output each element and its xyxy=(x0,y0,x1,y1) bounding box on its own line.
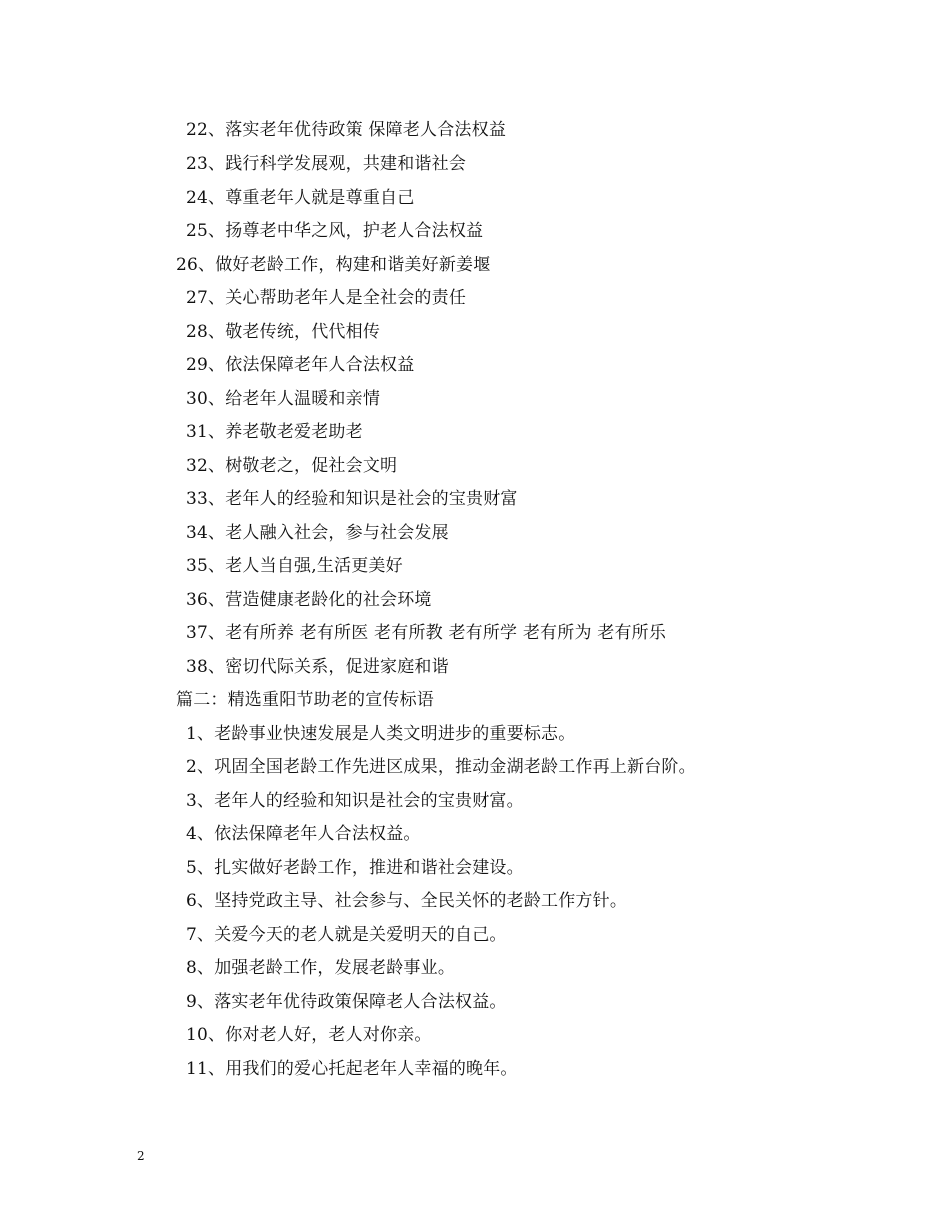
slogan-31: 31、养老敬老爱老助老 xyxy=(186,422,363,442)
slogan-26: 26、做好老龄工作，构建和谐美好新姜堰 xyxy=(176,255,491,275)
slogan-33: 33、老年人的经验和知识是社会的宝贵财富 xyxy=(186,489,518,509)
slogan-item: 4、依法保障老年人合法权益。 xyxy=(186,824,421,844)
slogan-item: 6、坚持党政主导、社会参与、全民关怀的老龄工作方针。 xyxy=(186,891,628,911)
slogan-item: 2、巩固全国老龄工作先进区成果，推动金湖老龄工作再上新台阶。 xyxy=(186,757,696,777)
slogan-item: 10、你对老人好，老人对你亲。 xyxy=(186,1025,432,1045)
slogan-36: 36、营造健康老龄化的社会环境 xyxy=(186,590,432,610)
slogan-27: 27、关心帮助老年人是全社会的责任 xyxy=(186,288,467,308)
slogan-29: 29、依法保障老年人合法权益 xyxy=(186,355,415,375)
slogan-item: 7、关爱今天的老人就是关爱明天的自己。 xyxy=(186,925,507,945)
slogan-28: 28、敬老传统，代代相传 xyxy=(186,322,381,342)
slogan-item: 11、用我们的爱心托起老年人幸福的晚年。 xyxy=(186,1059,518,1079)
slogan-item: 1、老龄事业快速发展是人类文明进步的重要标志。 xyxy=(186,724,576,744)
slogan-item: 9、落实老年优待政策保障老人合法权益。 xyxy=(186,992,507,1012)
slogan-25: 25、扬尊老中华之风，护老人合法权益 xyxy=(186,221,484,241)
slogan-32: 32、树敬老之，促社会文明 xyxy=(186,456,398,476)
page-number: 2 xyxy=(137,1149,145,1163)
slogan-35: 35、老人当自强,生活更美好 xyxy=(186,556,403,576)
slogan-item: 5、扎实做好老龄工作，推进和谐社会建设。 xyxy=(186,858,524,878)
slogan-38: 38、密切代际关系，促进家庭和谐 xyxy=(186,657,449,677)
slogan-item: 8、加强老龄工作，发展老龄事业。 xyxy=(186,958,456,978)
slogan-37: 37、老有所养 老有所医 老有所教 老有所学 老有所为 老有所乐 xyxy=(186,623,667,643)
slogan-30: 30、给老年人温暖和亲情 xyxy=(186,389,381,409)
section-heading: 篇二：精选重阳节助老的宣传标语 xyxy=(176,690,434,710)
slogan-24: 24、尊重老年人就是尊重自己 xyxy=(186,188,415,208)
slogan-22: 22、落实老年优待政策 保障老人合法权益 xyxy=(186,120,507,140)
slogan-34: 34、老人融入社会，参与社会发展 xyxy=(186,523,449,543)
slogan-item: 3、老年人的经验和知识是社会的宝贵财富。 xyxy=(186,791,524,811)
slogan-23: 23、践行科学发展观，共建和谐社会 xyxy=(186,154,467,174)
